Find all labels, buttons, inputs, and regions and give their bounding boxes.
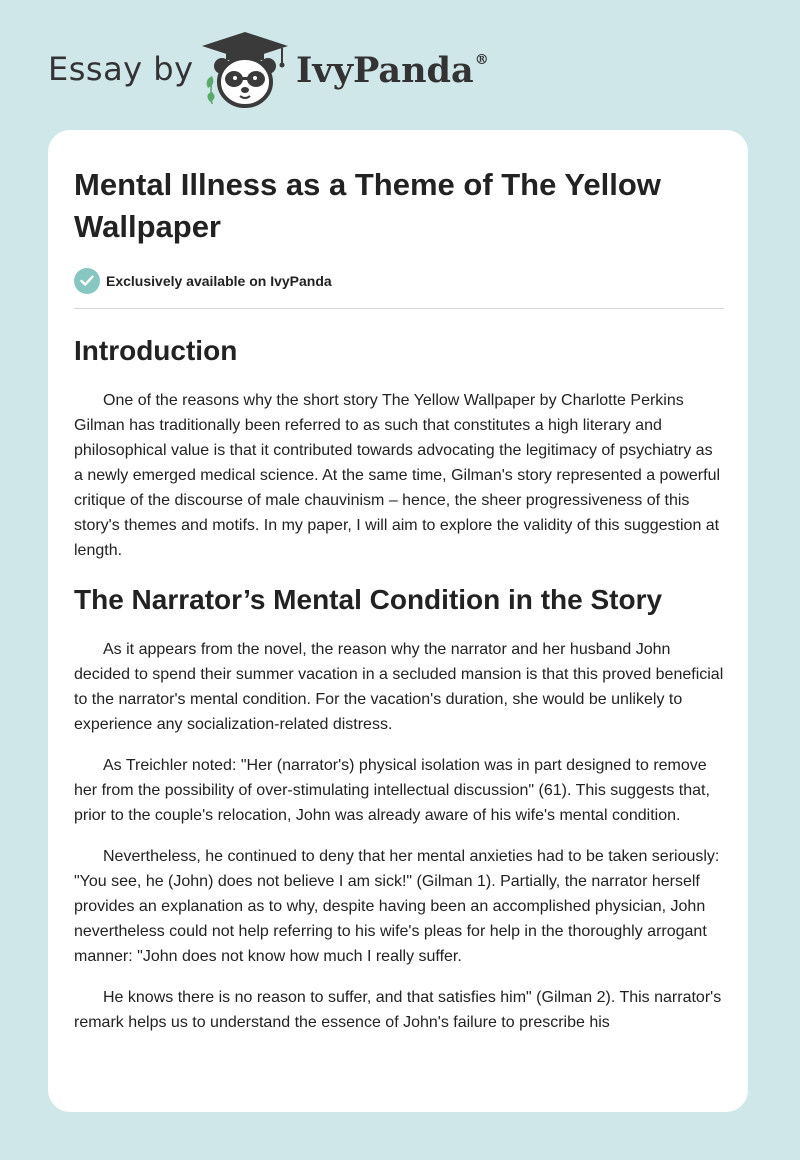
- section-heading-narrator-condition: The Narrator’s Mental Condition in the Story: [74, 584, 663, 615]
- registered-mark: ®: [474, 52, 489, 68]
- paragraph: As Treichler noted: "Her (narrator's) physical isolation was in part designed to remove her from the possibility of over-stimulating intellectual discussion" (61). This suggests that, prior to the couple's relocation, John was already aware of his wife's mental condition.: [74, 757, 710, 824]
- paragraph: One of the reasons why the short story The Yellow Wallpaper by Charlotte Perkins Gilman has traditionally been referred to as such that constitutes a high literary and philosophical value is that it contributed towards advocating the legitimacy of psychiatry as a newly emerged medical science. At the same time, Gilman's story represented a powerful critique of the discourse of male chauvinism – hence, the sheer progressiveness of this story's themes and motifs. In my paper, I will aim to explore the validity of this suggestion at length.: [74, 392, 721, 559]
- article-card: [48, 130, 748, 1112]
- exclusive-badge-text: Exclusively available on IvyPanda: [106, 273, 332, 289]
- paragraph: Nevertheless, he continued to deny that her mental anxieties had to be taken seriously: "You see, he (John) does not believe I am sick!" (Gilman 1). Partially, the narrator herself provides an explanation as to why, despite having been an accomplished physician, John nevertheless could not help referring to his wife's pleas for help in the thoroughly arrogant manner: "John does not know how much I really suffer.: [74, 848, 720, 965]
- essay-by-label: Essay by: [48, 50, 194, 88]
- brand-name-text: IvyPanda: [296, 50, 474, 91]
- article-title: Mental Illness as a Theme of The Yellow Wallpaper: [74, 167, 661, 244]
- panda-logo-icon[interactable]: [200, 30, 290, 110]
- check-icon: [74, 268, 100, 294]
- paragraph: As it appears from the novel, the reason why the narrator and her husband John decided to spend their summer vacation in a secluded mansion is that this proved beneficial to the narrator's mental condition. For the vacation's duration, she would be unlikely to experience any socialization-related distress.: [74, 641, 724, 733]
- title-divider: [74, 308, 724, 309]
- brand-name[interactable]: [296, 50, 489, 91]
- site-header: [0, 0, 800, 130]
- exclusive-badge: [74, 268, 724, 294]
- section-heading-introduction: Introduction: [74, 335, 238, 366]
- paragraph: He knows there is no reason to suffer, and that satisfies him" (Gilman 2). This narrator's remark helps us to understand the essence of John's failure to prescribe his: [74, 989, 722, 1031]
- article-content: [74, 164, 724, 1035]
